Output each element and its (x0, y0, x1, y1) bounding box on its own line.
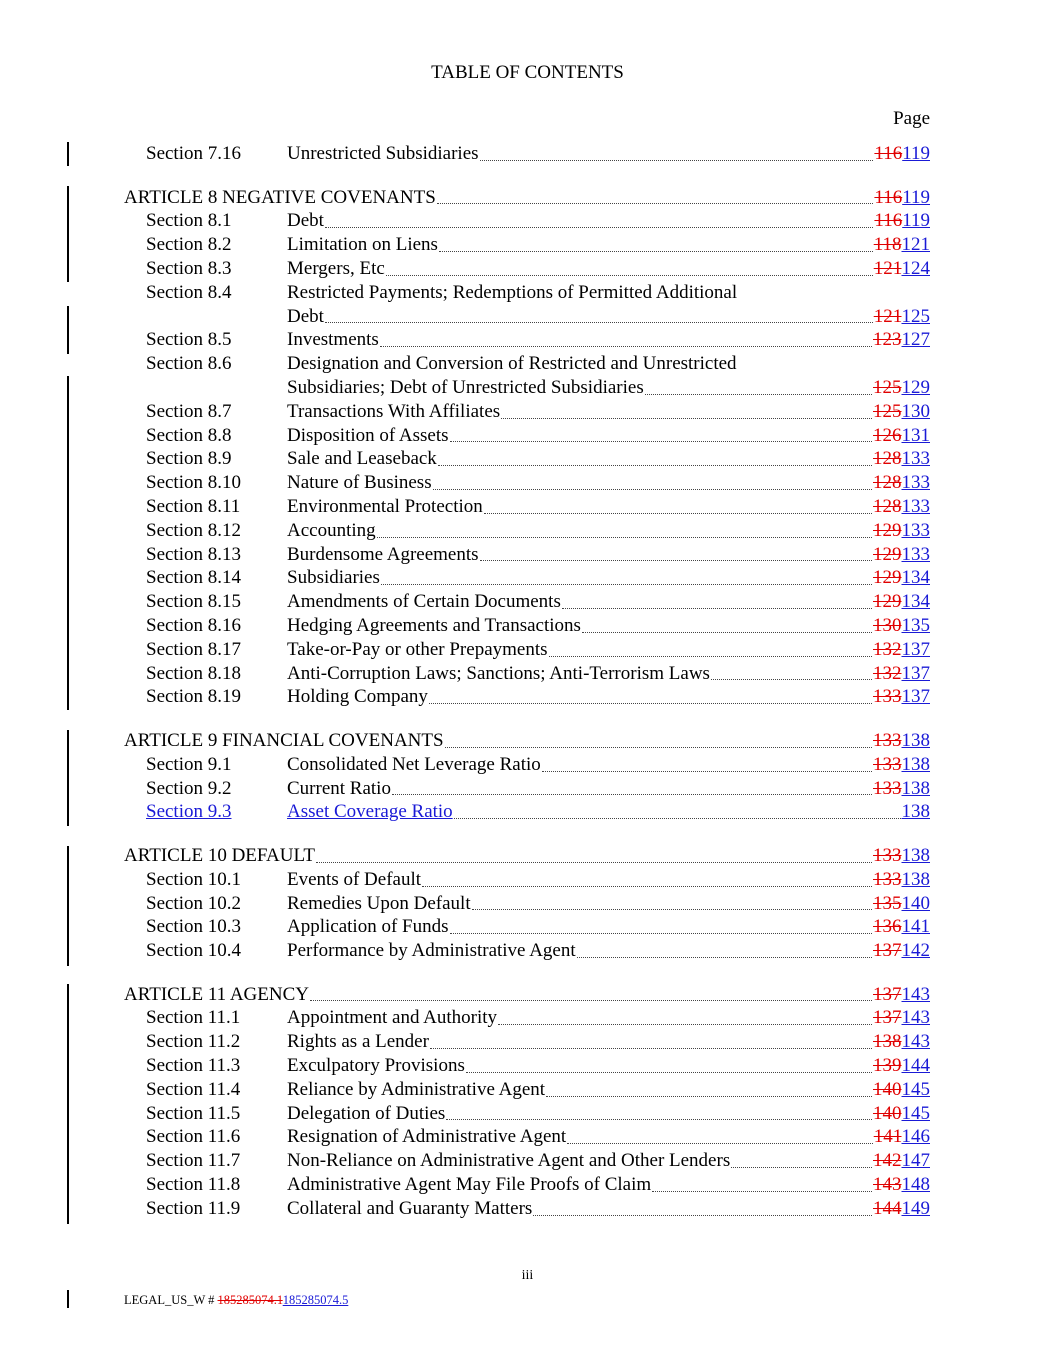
dot-leader (498, 1023, 872, 1025)
new-page-number[interactable]: 143 (901, 1031, 930, 1053)
toc-entry[interactable] (0, 447, 1055, 471)
toc-entry[interactable] (0, 777, 1055, 801)
dot-leader (310, 999, 872, 1001)
old-page-number: 142 (873, 1150, 902, 1172)
dot-leader (430, 1047, 872, 1049)
new-page-number[interactable]: 134 (901, 591, 930, 613)
section-number: Section 9.2 (146, 777, 232, 799)
dot-leader (480, 159, 874, 161)
dot-leader (480, 559, 872, 561)
toc-entry[interactable] (0, 1125, 1055, 1149)
dot-leader (439, 250, 873, 252)
section-number: Section 8.8 (146, 424, 232, 446)
new-page-number[interactable]: 141 (901, 916, 930, 938)
toc-entry[interactable] (0, 257, 1055, 281)
section-title: Reliance by Administrative Agent (287, 1078, 546, 1100)
old-page-number: 118 (873, 234, 902, 256)
new-page-number[interactable]: 142 (901, 940, 930, 962)
new-page-number[interactable]: 134 (901, 567, 930, 589)
old-page-number: 133 (873, 868, 902, 890)
old-page-number: 137 (873, 983, 902, 1005)
old-page-number: 116 (874, 186, 903, 208)
section-number: Section 8.13 (146, 543, 241, 565)
dot-leader (377, 536, 872, 538)
section-title: Accounting (287, 519, 376, 541)
section-title: Subsidiaries; Debt of Unrestricted Subsidiaries (287, 376, 644, 398)
section-title: Consolidated Net Leverage Ratio (287, 753, 541, 775)
dot-leader (445, 746, 872, 748)
dot-leader (533, 1214, 872, 1216)
section-title: Administrative Agent May File Proofs of Claim (287, 1174, 652, 1196)
old-page-number: 138 (873, 1031, 902, 1053)
section-title: Subsidiaries (287, 567, 380, 589)
old-page-number: 133 (873, 753, 902, 775)
section-number: Section 8.10 (146, 472, 241, 494)
section-title: Appointment and Authority (287, 1007, 498, 1029)
toc-entry[interactable] (0, 662, 1055, 686)
dot-leader (652, 1190, 872, 1192)
new-page-number[interactable]: 138 (901, 844, 930, 866)
old-page-number: 143 (873, 1174, 902, 1196)
section-number: Section 8.5 (146, 329, 232, 351)
section-title: Exculpatory Provisions (287, 1055, 465, 1077)
new-page-number[interactable]: 138 (901, 777, 930, 799)
section-number: Section 8.3 (146, 257, 232, 279)
dot-leader (472, 908, 872, 910)
dot-leader (731, 1166, 872, 1168)
toc-entry[interactable] (0, 209, 1055, 233)
section-title: Burdensome Agreements (287, 543, 479, 565)
toc-article[interactable] (0, 983, 1055, 1007)
toc-entry[interactable] (0, 1054, 1055, 1078)
toc-entry[interactable] (0, 753, 1055, 777)
dot-leader (325, 321, 873, 323)
section-title-line-1: Designation and Conversion of Restricted and Unrestricted (287, 353, 737, 375)
old-page-number: 130 (873, 614, 902, 636)
old-page-number: 128 (873, 495, 902, 517)
document-id-old: 185285074.1 (217, 1293, 283, 1307)
old-page-number: 140 (873, 1078, 902, 1100)
dot-leader (549, 655, 872, 657)
dot-leader (446, 1118, 872, 1120)
new-page-number[interactable]: 121 (901, 234, 930, 256)
toc-entry[interactable] (0, 519, 1055, 543)
section-number: Section 11.5 (146, 1102, 241, 1124)
change-bar (67, 846, 69, 966)
section-number: Section 11.6 (146, 1126, 241, 1148)
toc-entry[interactable] (0, 1173, 1055, 1197)
new-page-number[interactable]: 147 (901, 1150, 930, 1172)
dot-leader (546, 1095, 872, 1097)
toc-entry[interactable] (0, 281, 1055, 329)
new-page-number[interactable]: 140 (901, 892, 930, 914)
old-page-number: 144 (873, 1197, 902, 1219)
section-number: Section 10.4 (146, 940, 241, 962)
dot-leader (325, 226, 873, 228)
new-page-number[interactable]: 119 (902, 210, 930, 232)
toc-entry[interactable] (0, 566, 1055, 590)
old-page-number: 133 (873, 729, 902, 751)
new-page-number[interactable]: 125 (901, 305, 930, 327)
new-page-number[interactable]: 138 (901, 801, 930, 823)
section-title: Remedies Upon Default (287, 892, 471, 914)
section-title: Holding Company (287, 686, 428, 708)
page-column-label: Page (893, 108, 930, 129)
change-bar (67, 730, 69, 826)
old-page-number: 141 (873, 1126, 902, 1148)
dot-leader (645, 393, 872, 395)
old-page-number: 129 (873, 519, 902, 541)
toc-entry[interactable] (0, 614, 1055, 638)
new-page-number[interactable]: 133 (901, 519, 930, 541)
old-page-number: 121 (873, 305, 902, 327)
section-title: Mergers, Etc (287, 257, 385, 279)
toc-entry[interactable] (0, 590, 1055, 614)
new-page-number[interactable]: 135 (901, 614, 930, 636)
toc-list (0, 142, 1055, 1221)
section-number: Section 10.1 (146, 868, 241, 890)
old-page-number: 129 (873, 543, 902, 565)
toc-entry[interactable] (0, 328, 1055, 352)
toc-entry[interactable] (0, 495, 1055, 519)
section-title: Limitation on Liens (287, 234, 438, 256)
old-page-number: 139 (873, 1055, 902, 1077)
dot-leader (454, 817, 901, 819)
old-page-number: 125 (873, 400, 902, 422)
section-title: Resignation of Administrative Agent (287, 1126, 567, 1148)
old-page-number: 126 (873, 424, 902, 446)
dot-leader (542, 770, 872, 772)
section-number: Section 8.18 (146, 662, 241, 684)
change-bar (67, 142, 69, 166)
old-page-number: 137 (873, 1007, 902, 1029)
old-page-number: 133 (873, 777, 902, 799)
article-title: ARTICLE 11 AGENCY (124, 983, 309, 1005)
toc-entry[interactable] (0, 1078, 1055, 1102)
old-page-number: 132 (873, 662, 902, 684)
section-title: Rights as a Lender (287, 1031, 429, 1053)
toc-entry[interactable] (0, 352, 1055, 400)
new-page-number[interactable]: 133 (901, 495, 930, 517)
toc-entry[interactable] (0, 471, 1055, 495)
dot-leader (381, 583, 872, 585)
change-bar (67, 984, 69, 1224)
toc-entry[interactable] (0, 1030, 1055, 1054)
toc-entry[interactable] (0, 638, 1055, 662)
dot-leader (582, 631, 872, 633)
dot-leader (711, 678, 872, 680)
section-title-line-1: Restricted Payments; Redemptions of Permitted Additional (287, 281, 738, 303)
old-page-number: 116 (874, 210, 903, 232)
new-page-number[interactable]: 149 (901, 1197, 930, 1219)
dot-leader (484, 512, 872, 514)
old-page-number: 125 (873, 376, 902, 398)
section-number: Section 10.2 (146, 892, 241, 914)
toc-entry[interactable] (0, 939, 1055, 963)
dot-leader (562, 607, 872, 609)
dot-leader (386, 274, 873, 276)
dot-leader (429, 702, 872, 704)
old-page-number: 135 (873, 892, 902, 914)
toc-entry-inserted[interactable] (0, 800, 1055, 824)
change-bar (67, 1290, 69, 1308)
document-id-new: 185285074.5 (282, 1293, 349, 1307)
section-number: Section 11.3 (146, 1055, 241, 1077)
section-number: Section 11.2 (146, 1031, 241, 1053)
new-page-number[interactable]: 143 (901, 1007, 930, 1029)
toc-article[interactable] (0, 186, 1055, 210)
article-title: ARTICLE 8 NEGATIVE COVENANTS (124, 186, 436, 208)
toc-article[interactable] (0, 844, 1055, 868)
toc-entry[interactable] (0, 1149, 1055, 1173)
toc-entry[interactable] (0, 1006, 1055, 1030)
section-number: Section 8.19 (146, 686, 241, 708)
toc-entry[interactable] (0, 1102, 1055, 1126)
section-title: Anti-Corruption Laws; Sanctions; Anti-Terrorism Laws (287, 662, 710, 684)
toc-entry[interactable] (0, 685, 1055, 709)
section-number: Section 11.9 (146, 1197, 241, 1219)
section-number: Section 8.16 (146, 614, 241, 636)
section-number: Section 8.4 (146, 281, 232, 303)
section-number: Section 8.12 (146, 519, 241, 541)
section-number: Section 8.9 (146, 448, 232, 470)
dot-leader (438, 464, 872, 466)
new-page-number[interactable]: 119 (902, 186, 930, 208)
new-page-number[interactable]: 129 (901, 376, 930, 398)
section-title: Transactions With Affiliates (287, 400, 501, 422)
new-page-number[interactable]: 138 (901, 729, 930, 751)
new-page-number[interactable]: 143 (901, 983, 930, 1005)
new-page-number[interactable]: 137 (901, 662, 930, 684)
article-title: ARTICLE 9 FINANCIAL COVENANTS (124, 729, 444, 751)
section-title: Take-or-Pay or other Prepayments (287, 638, 548, 660)
section-title: Asset Coverage Ratio (287, 801, 453, 823)
old-page-number: 116 (874, 143, 903, 164)
section-title: Events of Default (287, 868, 422, 890)
document-id-prefix: LEGAL_US_W # (124, 1293, 218, 1307)
article-title: ARTICLE 10 DEFAULT (124, 844, 315, 866)
new-page-number[interactable]: 145 (901, 1102, 930, 1124)
section-number: Section 11.7 (146, 1150, 241, 1172)
change-bar (67, 376, 69, 710)
section-number: Section 11.8 (146, 1174, 241, 1196)
new-page-number[interactable]: 133 (901, 472, 930, 494)
dot-leader (450, 440, 872, 442)
dot-leader (380, 345, 872, 347)
page-number: iii (521, 1268, 534, 1283)
new-page-number[interactable]: 137 (901, 686, 930, 708)
old-page-number: 128 (873, 448, 902, 470)
change-bar (67, 306, 69, 354)
new-page-number[interactable]: 148 (901, 1174, 930, 1196)
section-title: Current Ratio (287, 777, 391, 799)
section-number: Section 8.7 (146, 400, 232, 422)
old-page-number: 123 (873, 329, 902, 351)
new-page-number[interactable]: 145 (901, 1078, 930, 1100)
old-page-number: 133 (873, 686, 902, 708)
old-page-number: 128 (873, 472, 902, 494)
dot-leader (450, 932, 873, 934)
section-number: Section 7.16 (146, 143, 241, 164)
toc-entry[interactable] (0, 868, 1055, 892)
old-page-number: 137 (873, 940, 902, 962)
section-title: Hedging Agreements and Transactions (287, 614, 581, 636)
new-page-number[interactable]: 131 (901, 424, 930, 446)
old-page-number: 129 (873, 567, 902, 589)
new-page-number[interactable]: 137 (901, 638, 930, 660)
toc-entry[interactable] (0, 233, 1055, 257)
section-title: Sale and Leaseback (287, 448, 437, 470)
section-number: Section 8.17 (146, 638, 241, 660)
old-page-number: 132 (873, 638, 902, 660)
dot-leader (433, 488, 872, 490)
section-title: Investments (287, 329, 379, 351)
section-title: Collateral and Guaranty Matters (287, 1197, 533, 1219)
section-title: Environmental Protection (287, 495, 483, 517)
new-page-number[interactable]: 133 (901, 448, 930, 470)
new-page-number[interactable]: 130 (901, 400, 930, 422)
section-number: Section 9.3 (146, 801, 232, 823)
section-title: Unrestricted Subsidiaries (287, 143, 479, 164)
new-page-number[interactable]: 138 (901, 753, 930, 775)
section-number: Section 8.15 (146, 591, 241, 613)
old-page-number: 129 (873, 591, 902, 613)
new-page-number[interactable]: 127 (901, 329, 930, 351)
toc-title: TABLE OF CONTENTS (431, 62, 624, 83)
toc-entry[interactable] (0, 915, 1055, 939)
section-number: Section 11.4 (146, 1078, 241, 1100)
section-title: Application of Funds (287, 916, 449, 938)
old-page-number: 133 (873, 844, 902, 866)
dot-leader (316, 861, 872, 863)
section-number: Section 8.11 (146, 495, 241, 517)
section-number: Section 9.1 (146, 753, 232, 775)
section-title: Amendments of Certain Documents (287, 591, 561, 613)
new-page-number[interactable]: 138 (901, 868, 930, 890)
section-number: Section 10.3 (146, 916, 241, 938)
new-page-number[interactable]: 119 (902, 143, 930, 164)
toc-entry[interactable] (0, 1197, 1055, 1221)
dot-leader (466, 1071, 872, 1073)
toc-entry[interactable] (0, 142, 1055, 166)
dot-leader (567, 1142, 873, 1144)
dot-leader (437, 202, 874, 204)
section-title: Nature of Business (287, 472, 432, 494)
section-title: Debt (287, 305, 324, 327)
toc-article[interactable] (0, 729, 1055, 753)
toc-entry[interactable] (0, 424, 1055, 448)
section-number: Section 11.1 (146, 1007, 241, 1029)
new-page-number[interactable]: 146 (901, 1126, 930, 1148)
dot-leader (392, 793, 872, 795)
old-page-number: 121 (873, 257, 902, 279)
toc-entry[interactable] (0, 400, 1055, 424)
new-page-number[interactable]: 124 (901, 257, 930, 279)
toc-entry[interactable] (0, 892, 1055, 916)
document-id (124, 1293, 348, 1308)
section-title: Performance by Administrative Agent (287, 940, 576, 962)
section-title: Delegation of Duties (287, 1102, 446, 1124)
old-page-number: 136 (873, 916, 902, 938)
dot-leader (501, 417, 872, 419)
section-number: Section 8.6 (146, 353, 232, 375)
new-page-number[interactable]: 144 (901, 1055, 930, 1077)
toc-entry[interactable] (0, 543, 1055, 567)
section-title: Debt (287, 210, 324, 232)
change-bar (67, 186, 69, 282)
new-page-number[interactable]: 133 (901, 543, 930, 565)
section-title: Disposition of Assets (287, 424, 449, 446)
section-title: Non-Reliance on Administrative Agent and Other Lenders (287, 1150, 731, 1172)
section-number: Section 8.1 (146, 210, 232, 232)
old-page-number: 140 (873, 1102, 902, 1124)
section-number: Section 8.14 (146, 567, 241, 589)
dot-leader (577, 956, 872, 958)
dot-leader (422, 885, 872, 887)
section-number: Section 8.2 (146, 234, 232, 256)
